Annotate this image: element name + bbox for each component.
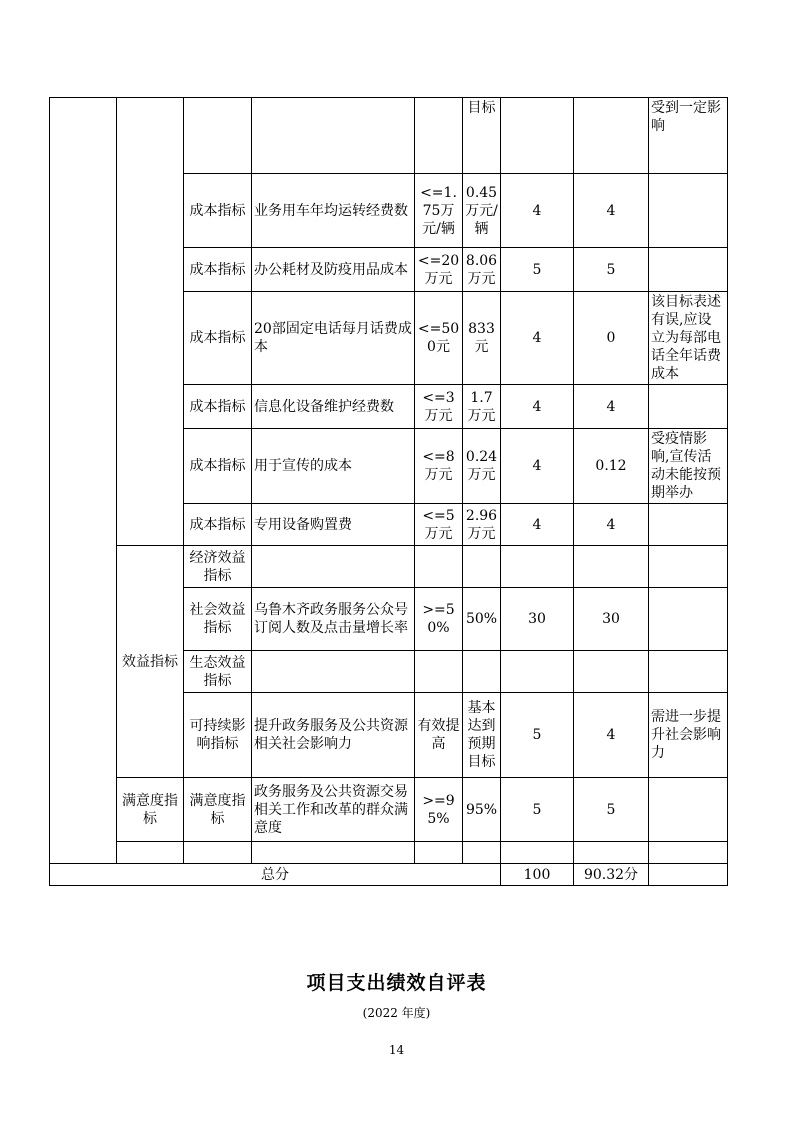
actual-cell: 0.45万元/辆 bbox=[463, 174, 501, 248]
target-cell: 有效提高 bbox=[415, 693, 463, 778]
actual-cell: 1.7万元 bbox=[463, 385, 501, 429]
note-cell: 该目标表述有误,应设立为每部电话全年话费成本 bbox=[649, 292, 728, 385]
level3-cell: 成本指标 bbox=[184, 248, 252, 292]
total-score: 90.32分 bbox=[574, 864, 649, 886]
weight-cell: 4 bbox=[501, 385, 574, 429]
empty-cell bbox=[501, 842, 574, 864]
level3-cell: 满意度指标 bbox=[184, 778, 252, 842]
total-row bbox=[50, 864, 728, 886]
weight-cell: 5 bbox=[501, 248, 574, 292]
content-cell: 20部固定电话每月话费成本 bbox=[252, 292, 415, 385]
content-cell bbox=[252, 546, 415, 588]
weight-cell: 4 bbox=[501, 429, 574, 504]
note-cell bbox=[649, 651, 728, 693]
actual-cell: 2.96万元 bbox=[463, 504, 501, 546]
level2-cell bbox=[117, 98, 184, 546]
note-cell bbox=[649, 174, 728, 248]
content-cell: 办公耗材及防疫用品成本 bbox=[252, 248, 415, 292]
score-cell: 4 bbox=[574, 174, 649, 248]
total-weight: 100 bbox=[501, 864, 574, 886]
target-cell: >=95% bbox=[415, 778, 463, 842]
note-cell bbox=[649, 385, 728, 429]
actual-cell: 95% bbox=[463, 778, 501, 842]
level1-cell bbox=[50, 98, 117, 864]
score-cell bbox=[574, 98, 649, 174]
table-row bbox=[50, 778, 728, 842]
note-cell: 受疫情影响,宣传活动未能按预期举办 bbox=[649, 429, 728, 504]
content-cell: 用于宣传的成本 bbox=[252, 429, 415, 504]
weight-cell: 5 bbox=[501, 693, 574, 778]
actual-cell: 基本达到预期目标 bbox=[463, 693, 501, 778]
note-cell bbox=[649, 778, 728, 842]
level3-cell: 社会效益指标 bbox=[184, 588, 252, 651]
empty-cell bbox=[252, 842, 415, 864]
actual-cell: 833元 bbox=[463, 292, 501, 385]
level3-cell: 生态效益指标 bbox=[184, 651, 252, 693]
note-cell bbox=[649, 588, 728, 651]
score-cell bbox=[574, 651, 649, 693]
content-cell: 业务用车年均运转经费数 bbox=[252, 174, 415, 248]
score-cell: 0 bbox=[574, 292, 649, 385]
table-row bbox=[50, 98, 728, 174]
level3-cell bbox=[184, 98, 252, 174]
content-cell: 提升政务服务及公共资源相关社会影响力 bbox=[252, 693, 415, 778]
weight-cell: 4 bbox=[501, 504, 574, 546]
level3-cell: 成本指标 bbox=[184, 292, 252, 385]
target-cell: <=5万元 bbox=[415, 504, 463, 546]
actual-cell: 目标 bbox=[463, 98, 501, 174]
actual-cell: 8.06万元 bbox=[463, 248, 501, 292]
weight-cell: 5 bbox=[501, 778, 574, 842]
next-table-year: (2022 年度) bbox=[362, 1006, 431, 1020]
empty-cell bbox=[574, 842, 649, 864]
target-cell: <=1.75万元/辆 bbox=[415, 174, 463, 248]
table-row bbox=[50, 546, 728, 588]
satisfaction-level2-cell: 满意度指标 bbox=[117, 778, 184, 842]
score-cell: 0.12 bbox=[574, 429, 649, 504]
content-cell: 乌鲁木齐政务服务公众号订阅人数及点击量增长率 bbox=[252, 588, 415, 651]
actual-cell: 50% bbox=[463, 588, 501, 651]
score-cell: 4 bbox=[574, 693, 649, 778]
page-number: 14 bbox=[388, 1043, 405, 1057]
weight-cell bbox=[501, 98, 574, 174]
target-cell bbox=[415, 651, 463, 693]
level3-cell: 经济效益指标 bbox=[184, 546, 252, 588]
target-cell bbox=[415, 546, 463, 588]
note-cell bbox=[649, 504, 728, 546]
score-cell: 4 bbox=[574, 504, 649, 546]
actual-cell bbox=[463, 651, 501, 693]
total-label: 总分 bbox=[50, 864, 501, 886]
weight-cell bbox=[501, 546, 574, 588]
empty-cell bbox=[117, 842, 184, 864]
score-cell bbox=[574, 546, 649, 588]
target-cell: <=8万元 bbox=[415, 429, 463, 504]
actual-cell: 0.24万元 bbox=[463, 429, 501, 504]
empty-cell bbox=[415, 842, 463, 864]
note-cell bbox=[649, 248, 728, 292]
weight-cell: 4 bbox=[501, 292, 574, 385]
content-cell: 信息化设备维护经费数 bbox=[252, 385, 415, 429]
next-table-title: 项目支出绩效自评表 bbox=[306, 972, 487, 994]
weight-cell: 30 bbox=[501, 588, 574, 651]
target-cell: <=20万元 bbox=[415, 248, 463, 292]
target-cell: <=500元 bbox=[415, 292, 463, 385]
empty-cell bbox=[649, 842, 728, 864]
target-cell bbox=[415, 98, 463, 174]
score-cell: 30 bbox=[574, 588, 649, 651]
content-cell: 政务服务及公共资源交易相关工作和改革的群众满意度 bbox=[252, 778, 415, 842]
performance-table-section bbox=[49, 97, 727, 886]
level3-cell: 成本指标 bbox=[184, 429, 252, 504]
score-cell: 4 bbox=[574, 385, 649, 429]
performance-table bbox=[49, 97, 728, 886]
target-cell: >=50% bbox=[415, 588, 463, 651]
total-note bbox=[649, 864, 728, 886]
level3-cell: 成本指标 bbox=[184, 174, 252, 248]
note-cell: 受到一定影响 bbox=[649, 98, 728, 174]
score-cell: 5 bbox=[574, 778, 649, 842]
table-row bbox=[50, 842, 728, 864]
weight-cell bbox=[501, 651, 574, 693]
target-cell: <=3万元 bbox=[415, 385, 463, 429]
note-cell: 需进一步提升社会影响力 bbox=[649, 693, 728, 778]
empty-cell bbox=[463, 842, 501, 864]
content-cell bbox=[252, 98, 415, 174]
actual-cell bbox=[463, 546, 501, 588]
level3-cell: 成本指标 bbox=[184, 385, 252, 429]
empty-cell bbox=[184, 842, 252, 864]
note-cell bbox=[649, 546, 728, 588]
content-cell: 专用设备购置费 bbox=[252, 504, 415, 546]
weight-cell: 4 bbox=[501, 174, 574, 248]
level3-cell: 可持续影响指标 bbox=[184, 693, 252, 778]
benefit-group-cell: 效益指标 bbox=[117, 546, 184, 778]
level3-cell: 成本指标 bbox=[184, 504, 252, 546]
content-cell bbox=[252, 651, 415, 693]
score-cell: 5 bbox=[574, 248, 649, 292]
